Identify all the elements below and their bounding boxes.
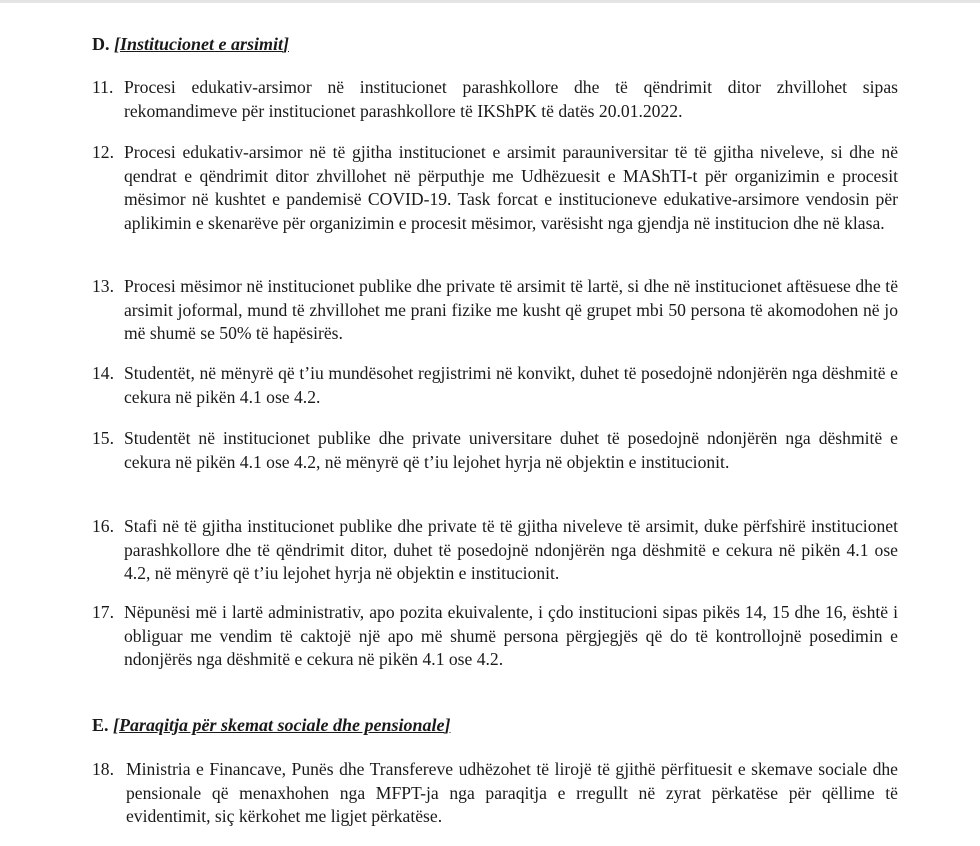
top-divider bbox=[0, 0, 980, 3]
section-letter: D. bbox=[92, 34, 110, 54]
list-item bbox=[92, 275, 898, 346]
item-text: Procesi edukativ-arsimor në institucionet parashkollore dhe të qëndrimit ditor zhvillohet sipas rekomandimeve për institucionet parashkollore të IKShPK të datës 20.01.2022. bbox=[124, 77, 898, 121]
item-text: Studentët, në mënyrë që t’iu mundësohet regjistrimi në konvikt, duhet të posedojnë ndonjërën nga dëshmitë e cekura në pikën 4.1 ose 4.2. bbox=[124, 363, 898, 407]
item-number: 17. bbox=[92, 602, 114, 622]
item-text: Procesi edukativ-arsimor në të gjitha institucionet e arsimit parauniversitar të të gjitha niveleve, si dhe në qendrat e qëndrimit ditor zhvillohet në përputhje me Udhëzuesit e MAShTI-t për organizimin e procesit mësimor në kushtet e pandemisë COVID-19. Task forcat e institucioneve edukative-arsimore vendosin për aplikimin e skenarëve për organizimin e procesit mësimor, varësisht nga gjendja në institucion dhe në klasa. bbox=[124, 142, 898, 233]
item-text: Stafi në të gjitha institucionet publike dhe private të të gjitha niveleve të arsimit, duke përfshirë institucionet parashkollore dhe të qëndrimit ditor, duhet të posedojnë ndonjërën nga dëshmitë e cekura në pikën 4.1 ose 4.2, në mënyrë që t’iu lejohet hyrja në objektin e institucionit. bbox=[124, 516, 898, 584]
item-number: 11. bbox=[92, 77, 114, 97]
item-number: 18. bbox=[92, 759, 114, 779]
item-number: 15. bbox=[92, 428, 114, 448]
item-number: 12. bbox=[92, 142, 114, 162]
section-heading-d: D. [Institucionet e arsimit] bbox=[92, 34, 290, 54]
item-text: Studentët në institucionet publike dhe private universitare duhet të posedojnë ndonjërën nga dëshmitë e cekura në pikën 4.1 ose 4.2, në mënyrë që t’iu lejohet hyrja në objektin e institucionit. bbox=[124, 428, 898, 472]
list-item bbox=[92, 515, 898, 586]
list-item bbox=[92, 141, 898, 235]
item-number: 13. bbox=[92, 276, 114, 296]
list-item bbox=[92, 76, 898, 123]
list-item bbox=[92, 758, 898, 829]
list-item bbox=[92, 427, 898, 474]
item-number: 16. bbox=[92, 516, 114, 536]
list-item bbox=[92, 601, 898, 672]
item-text: Nëpunësi më i lartë administrativ, apo pozita ekuivalente, i çdo institucioni sipas pikës 14, 15 dhe 16, është i obliguar me vendim të caktojë një apo më shumë persona përgjegjës që do të kontrollojnë posedimin e ndonjërës nga dëshmitë e cekura në pikën 4.1 ose 4.2. bbox=[124, 602, 898, 670]
item-text: Procesi mësimor në institucionet publike dhe private të arsimit të lartë, si dhe në institucionet aftësuese dhe të arsimit joformal, mund të zhvillohet me prani fizike me kusht që grupet mbi 50 persona të akomodohen në jo më shumë se 50% të hapësirës. bbox=[124, 276, 898, 344]
section-heading-e: E. [Paraqitja për skemat sociale dhe pensionale] bbox=[92, 715, 451, 735]
item-text: Ministria e Financave, Punës dhe Transfereve udhëzohet të lirojë të gjithë përfituesit e skemave sociale dhe pensionale që menaxhohen nga MFPT-ja nga paraqitja e rregullt në zyrat përkatëse për qëllime të evidentimit, siç kërkohet me ligjet përkatëse. bbox=[126, 759, 898, 827]
section-letter: E. bbox=[92, 715, 109, 735]
item-number: 14. bbox=[92, 363, 114, 383]
list-item bbox=[92, 362, 898, 409]
section-title: Institucionet e arsimit bbox=[120, 34, 284, 54]
section-title: Paraqitja për skemat sociale dhe pensionale bbox=[119, 715, 445, 735]
